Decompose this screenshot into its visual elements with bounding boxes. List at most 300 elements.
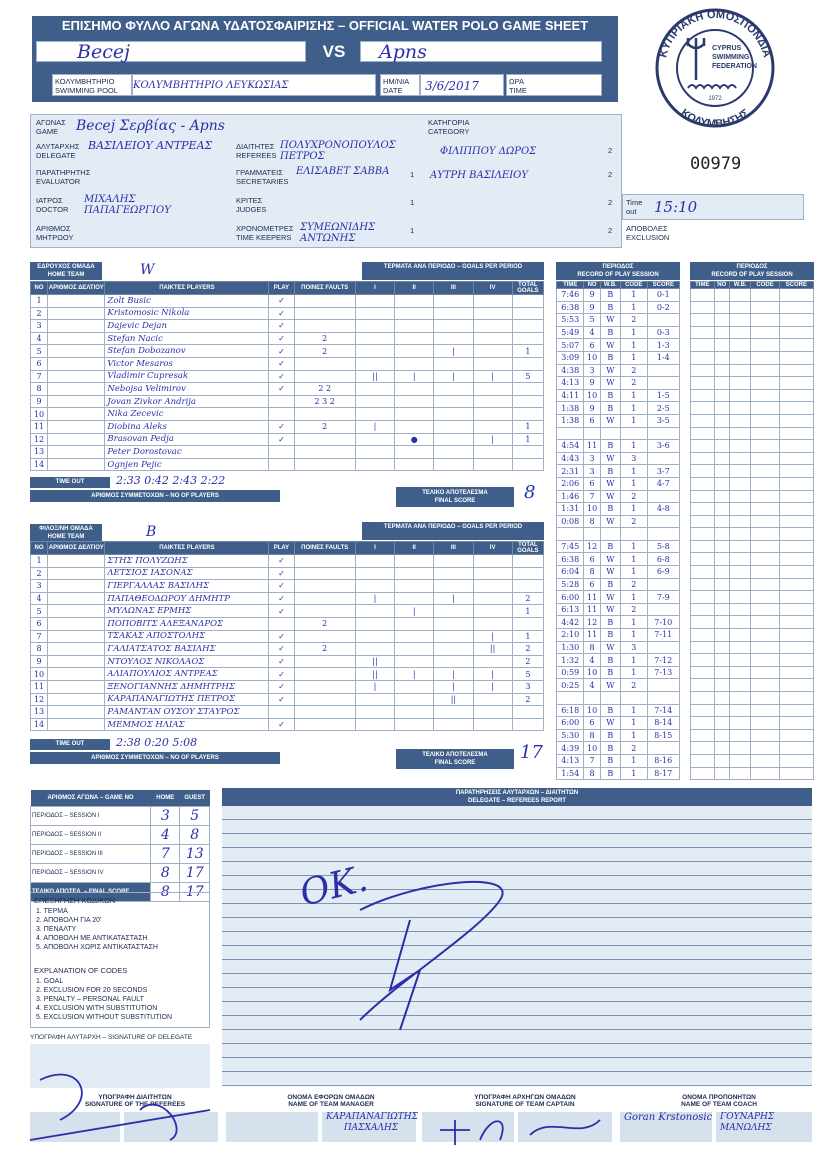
record-right-cell <box>714 629 729 642</box>
player-name: ΑΛΙΑΠΟΥΛΙΟΣ ΑΝΤΡΕΑΣ <box>105 668 269 681</box>
player-p3 <box>434 567 473 580</box>
record-cell: 7 <box>584 754 600 767</box>
date-label: ΗΜ/ΝΙΑ DATE <box>380 74 420 96</box>
record-right-row <box>691 440 814 453</box>
record-right-cell <box>691 402 715 415</box>
record-right-cell <box>714 503 729 516</box>
home-player-row <box>31 420 544 433</box>
record-cell: 1-4 <box>647 351 679 364</box>
record-cell <box>647 314 679 327</box>
player-p3 <box>434 458 473 471</box>
record-row <box>557 603 680 616</box>
record-cell: 0-1 <box>647 289 679 302</box>
col-ii: II <box>395 542 434 555</box>
pool-label: ΚΟΛΥΜΒΗΤΗΡΙΟ SWIMMING POOL <box>52 74 132 96</box>
record-right-cell <box>714 704 729 717</box>
record-right-cell <box>691 427 715 440</box>
player-p2 <box>395 307 434 320</box>
record-right-cell <box>714 767 729 780</box>
record-cell: 6-9 <box>647 566 679 579</box>
record-cell: 10 <box>584 351 600 364</box>
guest-player-row <box>31 592 544 605</box>
record-cell: 1 <box>620 389 647 402</box>
record-cell: 5-8 <box>647 540 679 553</box>
player-p4 <box>473 307 512 320</box>
player-p2: | <box>395 605 434 618</box>
player-name: ΡΑΜΑΝΤΑΝ ΟΥΣΟΥ ΣΤΑΥΡΟΣ <box>105 706 269 719</box>
record-right-cell <box>714 364 729 377</box>
record-cell: 1 <box>620 414 647 427</box>
record-right-cell <box>779 339 813 352</box>
player-p1 <box>355 383 394 396</box>
col-total: TOTAL GOALS <box>512 282 543 295</box>
col-faults: ΠΟΙΝΕΣ FAULTS <box>294 282 355 295</box>
record-cell: 4-8 <box>647 503 679 516</box>
guest-player-row <box>31 630 544 643</box>
record-row <box>557 452 680 465</box>
player-faults <box>294 555 355 568</box>
record-cell: 12 <box>584 616 600 629</box>
player-p4 <box>473 408 512 421</box>
secretary-slot-2: 2 <box>608 170 613 179</box>
record-cell: 5 <box>584 314 600 327</box>
record-right-cell <box>779 553 813 566</box>
player-faults: 2 3 2 <box>294 395 355 408</box>
home-goals-header: ΤΕΡΜΑΤΑ ΑΝΑ ΠΕΡΙΟΔΟ – GOALS PER PERIOD <box>362 262 544 280</box>
record-right-row <box>691 301 814 314</box>
player-p1 <box>355 567 394 580</box>
record-right-cell <box>714 289 729 302</box>
guest-players-body <box>31 555 544 731</box>
score-table <box>30 790 210 902</box>
record-right-cell <box>691 729 715 742</box>
record-cell: 6 <box>584 717 600 730</box>
record-cell: B <box>600 289 620 302</box>
player-name: ΞΕΝΟΓΙΑΝΝΗΣ ΔΗΜΗΤΡΗΣ <box>105 680 269 693</box>
record-cell: 3-5 <box>647 414 679 427</box>
category-label: ΚΑΤΗΓΟΡΙΑ CATEGORY <box>428 118 470 136</box>
federation-logo <box>640 8 790 130</box>
player-p4 <box>473 420 512 433</box>
player-p1 <box>355 643 394 656</box>
record-cell: W <box>600 490 620 503</box>
record-right-cell <box>751 540 779 553</box>
score-session-label: ΤΕΛΙΚΟ ΑΠΟΤΕΛ. – FINAL SCORE <box>31 883 151 902</box>
judge-slot-1: 1 <box>410 198 415 207</box>
player-no: 5 <box>31 605 48 618</box>
record-cell: 1 <box>620 339 647 352</box>
record-row <box>557 339 680 352</box>
record-row <box>557 314 680 327</box>
record-right-cell <box>751 717 779 730</box>
player-faults <box>294 718 355 731</box>
record-right-cell <box>729 351 751 364</box>
home-final-value: 8 <box>524 482 536 503</box>
record-cell: B <box>600 540 620 553</box>
record-cell: 1 <box>620 553 647 566</box>
guest-player-row <box>31 605 544 618</box>
player-no: 10 <box>31 668 48 681</box>
federation-top-text: ΚΥΠΡΙΑΚΗ ΟΜΟΣΠΟΝΔΙΑ <box>657 8 773 59</box>
record-row <box>557 641 680 654</box>
record-right-cell <box>691 339 715 352</box>
player-no: 3 <box>31 580 48 593</box>
record-right-cell <box>751 566 779 579</box>
player-total <box>512 617 543 630</box>
record-right-cell <box>714 440 729 453</box>
record-cell <box>620 692 647 705</box>
player-p3: | <box>434 680 473 693</box>
record-right-cell <box>779 364 813 377</box>
record-cell: 2 <box>620 364 647 377</box>
record-cell <box>557 692 584 705</box>
registration-cell <box>48 370 105 383</box>
record-right-cell <box>779 566 813 579</box>
record-row <box>557 351 680 364</box>
record-cell: 11 <box>584 591 600 604</box>
record-right-cell <box>714 591 729 604</box>
player-p2 <box>395 320 434 333</box>
record-cell: 3 <box>584 452 600 465</box>
record-right-cell <box>751 742 779 755</box>
sheet-title: ΕΠΙΣΗΜΟ ΦΥΛΛΟ ΑΓΩΝΑ ΥΔΑΤΟΣΦΑΙΡΙΣΗΣ – OFFICIAL WATER POLO GAME SHEET <box>32 16 618 36</box>
guest-players-table <box>30 541 544 731</box>
player-p4: | <box>473 630 512 643</box>
player-p4 <box>473 718 512 731</box>
record-col-code: CODE <box>620 282 647 289</box>
record-row <box>557 490 680 503</box>
player-play: ✓ <box>269 370 294 383</box>
record-cell: 2 <box>620 742 647 755</box>
player-p3: | <box>434 592 473 605</box>
player-no: 14 <box>31 718 48 731</box>
player-faults: 2 2 <box>294 383 355 396</box>
score-row <box>31 826 210 845</box>
record-right-cell <box>714 301 729 314</box>
home-team-name: Becej <box>36 41 306 62</box>
player-play <box>269 617 294 630</box>
player-name: Diobina Aleks <box>105 420 269 433</box>
record-cell <box>647 641 679 654</box>
team-captain-label: ΥΠΟΓΡΑΦΗ ΑΡΧΗΓΩΝ ΟΜΑΔΩΝ SIGNATURE OF TEAM CAPTAIN <box>474 1094 576 1108</box>
doctor-value: ΜΙΧΑΛΗΣ ΠΑΠΑΓΕΩΡΓΙΟΥ <box>84 194 171 216</box>
record-right-cell <box>751 553 779 566</box>
record-cell <box>584 692 600 705</box>
record-right-cell <box>751 616 779 629</box>
record-cell: 1 <box>620 717 647 730</box>
player-p4 <box>473 655 512 668</box>
player-p1 <box>355 307 394 320</box>
player-p2 <box>395 345 434 358</box>
referee-1: ΠΟΛΥΧΡΟΝΟΠΟΥΛΟΣ ΠΕΤΡΟΣ <box>280 140 396 162</box>
player-no: 6 <box>31 617 48 630</box>
record-right-cell <box>729 377 751 390</box>
player-p3 <box>434 408 473 421</box>
player-p4: | <box>473 680 512 693</box>
coach-home-value: Goran Krstonosic <box>624 1112 713 1123</box>
record-right-cell <box>779 692 813 705</box>
player-total: 2 <box>512 592 543 605</box>
home-player-row <box>31 395 544 408</box>
record-right-cell <box>714 377 729 390</box>
record-cell: B <box>600 654 620 667</box>
player-play: ✓ <box>269 555 294 568</box>
register-label: ΑΡΙΘΜΟΣ ΜΗΤΡΩΟΥ <box>36 224 74 242</box>
player-p4 <box>473 332 512 345</box>
record-right-cell <box>714 351 729 364</box>
record-cell <box>600 427 620 440</box>
record-col-no: NO <box>584 282 600 289</box>
record-row <box>557 566 680 579</box>
codes_en-item: 5. EXCLUSION WITHOUT SUBSTITUTION <box>36 1014 172 1021</box>
player-play: ✓ <box>269 567 294 580</box>
score-header-guest: GUEST <box>180 790 210 807</box>
record-right-cell <box>751 465 779 478</box>
delegate-signature-label: ΥΠΟΓΡΑΦΗ ΑΛΥΤΑΡΧΗ – SIGNATURE OF DELEGATE <box>30 1034 193 1041</box>
record-right-cell <box>714 616 729 629</box>
record-cell: 2 <box>620 603 647 616</box>
record-right-cell <box>779 654 813 667</box>
record-cell: 2 <box>620 578 647 591</box>
player-play: ✓ <box>269 643 294 656</box>
record-cell: 4 <box>584 326 600 339</box>
record-cell: B <box>600 465 620 478</box>
record-right-cell <box>714 477 729 490</box>
col-faults: ΠΟΙΝΕΣ FAULTS <box>294 542 355 555</box>
record-table <box>556 281 680 780</box>
score-guest: 8 <box>180 826 210 845</box>
record-right-cell <box>779 603 813 616</box>
score-session-label: ΠΕΡΙΟΔΟΣ – SESSION II <box>31 826 151 845</box>
record-cell: 3 <box>620 641 647 654</box>
player-p4 <box>473 693 512 706</box>
record-cell: 9 <box>584 377 600 390</box>
player-name: ΝΤΟΥΛΟΣ ΝΙΚΟΛΑΟΣ <box>105 655 269 668</box>
record-right-cell <box>751 452 779 465</box>
codes-gr-title: ΕΠΕΞΗΓΗΣΗ ΚΩΔΙΚΩΝ <box>34 896 116 905</box>
player-total: 1 <box>512 605 543 618</box>
record-right-cell <box>729 566 751 579</box>
player-play: ✓ <box>269 320 294 333</box>
player-p4: | <box>473 668 512 681</box>
registration-cell <box>48 567 105 580</box>
game-label: ΑΓΩΝΑΣ GAME <box>36 118 66 136</box>
home-players-table <box>30 281 544 471</box>
record-cell: W <box>600 603 620 616</box>
record-cell: 0:08 <box>557 515 584 528</box>
player-play <box>269 408 294 421</box>
record-right-row <box>691 314 814 327</box>
record-right-cell <box>691 377 715 390</box>
player-p4 <box>473 580 512 593</box>
player-faults <box>294 630 355 643</box>
record-right-cell <box>729 440 751 453</box>
player-p4 <box>473 446 512 459</box>
score-home: 8 <box>151 883 180 902</box>
score-row <box>31 864 210 883</box>
record-right-cell <box>714 666 729 679</box>
record-cell: 9 <box>584 301 600 314</box>
player-p1: | <box>355 420 394 433</box>
player-p4: | <box>473 370 512 383</box>
record-cell: 1:54 <box>557 767 584 780</box>
player-faults <box>294 370 355 383</box>
player-p3 <box>434 420 473 433</box>
record-right-cell <box>729 578 751 591</box>
player-p3 <box>434 433 473 446</box>
record-cell <box>557 528 584 541</box>
record-cell: 0-2 <box>647 301 679 314</box>
record-right-cell <box>751 364 779 377</box>
record-cell: 7-10 <box>647 616 679 629</box>
record-right-row <box>691 553 814 566</box>
player-faults: 2 <box>294 332 355 345</box>
record-cell: 12 <box>584 540 600 553</box>
record-row <box>557 591 680 604</box>
manager-box-1 <box>226 1112 318 1142</box>
codes-en-list <box>36 977 172 1022</box>
player-total: 5 <box>512 370 543 383</box>
player-p2 <box>395 617 434 630</box>
player-total <box>512 295 543 308</box>
guest-timeout-value: 2:38 0:20 5:08 <box>116 736 198 749</box>
player-p1 <box>355 605 394 618</box>
player-no: 10 <box>31 408 48 421</box>
record-right-cell <box>729 629 751 642</box>
registration-cell <box>48 420 105 433</box>
record-right-row <box>691 377 814 390</box>
record-cell: W <box>600 314 620 327</box>
record-right-cell <box>714 427 729 440</box>
record-right-cell <box>729 314 751 327</box>
record-cell <box>600 692 620 705</box>
record-cell <box>620 427 647 440</box>
record-cell: 4 <box>584 679 600 692</box>
player-p3 <box>434 295 473 308</box>
record-cell: 6:04 <box>557 566 584 579</box>
record-col-wb: W.B. <box>600 282 620 289</box>
player-p3: || <box>434 693 473 706</box>
record-cell: 4:13 <box>557 377 584 390</box>
score-session-label: ΠΕΡΙΟΔΟΣ – SESSION III <box>31 845 151 864</box>
score-session-label: ΠΕΡΙΟΔΟΣ – SESSION I <box>31 807 151 826</box>
record-cell: 2:10 <box>557 629 584 642</box>
registration-cell <box>48 706 105 719</box>
player-no: 1 <box>31 555 48 568</box>
record-right-cell <box>714 692 729 705</box>
record-right-cell <box>691 616 715 629</box>
home-player-row <box>31 345 544 358</box>
player-faults <box>294 605 355 618</box>
col-total: TOTAL GOALS <box>512 542 543 555</box>
codes_gr-item: 2. ΑΠΟΒΟΛΗ ΓΙΑ 20’ <box>36 917 102 924</box>
record-cell: B <box>600 578 620 591</box>
player-p3 <box>434 630 473 643</box>
record-cell: 10 <box>584 389 600 402</box>
record-right-cell <box>779 754 813 767</box>
player-p3 <box>434 446 473 459</box>
record-row <box>557 503 680 516</box>
score-row <box>31 807 210 826</box>
timekeepers-label: ΧΡΟΝΟΜΕΤΡΕΣ TIME KEEPERS <box>236 224 294 242</box>
player-no: 11 <box>31 680 48 693</box>
record-right-cell <box>729 289 751 302</box>
record-right-row <box>691 629 814 642</box>
player-faults <box>294 458 355 471</box>
record-right-cell <box>729 477 751 490</box>
player-p3 <box>434 555 473 568</box>
player-p3 <box>434 320 473 333</box>
record-right-cell <box>729 402 751 415</box>
record-right-row <box>691 414 814 427</box>
player-p1 <box>355 706 394 719</box>
home-final-label: ΤΕΛΙΚΟ ΑΠΟΤΕΛΕΣΜΑ FINAL SCORE <box>396 487 514 507</box>
record-right-cell <box>729 616 751 629</box>
guest-player-row <box>31 693 544 706</box>
record-cell: 6 <box>584 414 600 427</box>
federation-year: 1972 <box>708 96 722 102</box>
col-play: PLAY <box>269 542 294 555</box>
secretary-2: ΑΥΤΡΗ ΒΑΣΙΛΕΙΟΥ <box>430 170 528 181</box>
record-row <box>557 754 680 767</box>
score-home: 7 <box>151 845 180 864</box>
home-player-row <box>31 295 544 308</box>
record-right-cell <box>779 326 813 339</box>
record-cell: 2:31 <box>557 465 584 478</box>
col-i: I <box>355 542 394 555</box>
pool-value: ΚΟΛΥΜΒΗΤΗΡΙΟ ΛΕΥΚΩΣΙΑΣ <box>132 74 376 96</box>
record-right-cell <box>714 717 729 730</box>
record-right-col-code: CODE <box>751 282 779 289</box>
record-cell: 4:39 <box>557 742 584 755</box>
timekeeper-slot-1: 1 <box>410 226 415 235</box>
record-cell: 6:18 <box>557 704 584 717</box>
player-name: Stefan Dobozanov <box>105 345 269 358</box>
player-p1 <box>355 617 394 630</box>
record-cell: 2 <box>620 679 647 692</box>
player-name: Kristomosic Nikola <box>105 307 269 320</box>
record-right-row <box>691 767 814 780</box>
record-cell: 1:38 <box>557 414 584 427</box>
record-right-cell <box>729 364 751 377</box>
registration-cell <box>48 295 105 308</box>
record-right-cell <box>779 578 813 591</box>
player-faults <box>294 706 355 719</box>
record-right-cell <box>714 603 729 616</box>
record-right-cell <box>729 692 751 705</box>
player-name: ΠΑΠΑΘΕΟΔΩΡΟΥ ΔΗΜΗΤΡ <box>105 592 269 605</box>
record-right-row <box>691 289 814 302</box>
record-cell: W <box>600 414 620 427</box>
record-cell: 1 <box>620 440 647 453</box>
col-no: NO <box>31 542 48 555</box>
player-p2: | <box>395 370 434 383</box>
record-right-row <box>691 754 814 767</box>
guest-player-row <box>31 643 544 656</box>
record-body <box>557 289 680 780</box>
record-row <box>557 704 680 717</box>
codes-en-title: EXPLANATION OF CODES <box>34 966 128 975</box>
player-p1 <box>355 345 394 358</box>
referee-signatures <box>20 1040 220 1150</box>
player-p1: | <box>355 592 394 605</box>
guest-team-label: ΦΙΛΟΞ/ΝΗ ΟΜΑΔΑ HOME TEAM <box>30 524 102 542</box>
record-cell: 1 <box>620 666 647 679</box>
player-p2 <box>395 630 434 643</box>
record-right-cell <box>729 515 751 528</box>
col-players: ΠΑΙΚΤΕΣ PLAYERS <box>105 542 269 555</box>
guest-player-row <box>31 567 544 580</box>
